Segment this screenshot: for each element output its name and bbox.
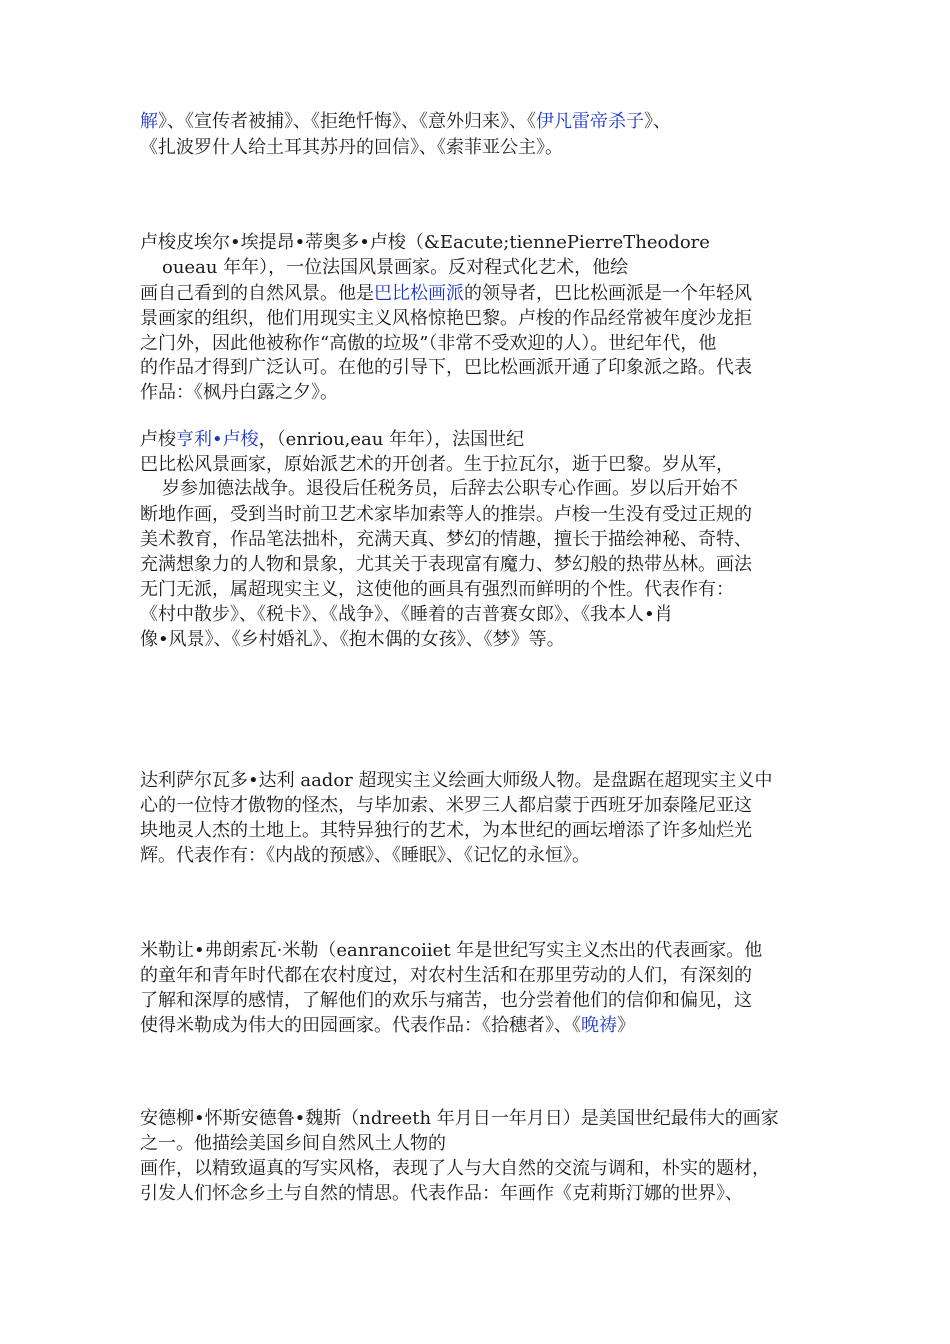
p3-line-4: 断地作画，受到当时前卫艺术家毕加索等人的推崇。卢梭一生没有受过正规的 (140, 504, 752, 525)
p2-line-2: oueau 年年），一位法国风景画家。反对程式化艺术，他绘 (162, 257, 629, 278)
text-segment: 画自己看到的自然风景。他是 (140, 283, 374, 304)
p3-line-7: 无门无派，属超现实主义，这使他的画具有强烈而鲜明的个性。代表作有： (140, 579, 734, 600)
p4-line-3: 块地灵人杰的土地上。其特异独行的艺术，为本世纪的画坛增添了许多灿烂光 (140, 820, 752, 841)
p6-line-3: 画作，以精致逼真的写实风格，表现了人与大自然的交流与调和，朴实的题材， (140, 1158, 770, 1179)
p3-line-8: 《村中散步》、《税卡》、《战争》、《睡着的吉普赛女郎》、《我本人•肖 (140, 604, 673, 625)
p3-line-3: 岁参加德法战争。退役后任税务员，后辞去公职专心作画。岁以后开始不 (162, 478, 738, 499)
p2-line-3 (140, 282, 752, 306)
p6-line-1: 安德柳•怀斯安德鲁•魏斯（ndreeth 年月日一年月日）是美国世纪最伟大的画家 (140, 1108, 779, 1129)
link-barbizon-school[interactable]: 巴比松画派 (374, 283, 464, 304)
p4-line-1: 达利萨尔瓦多•达利 aador 超现实主义绘画大师级人物。是盘踞在超现实主义中 (140, 770, 773, 791)
p5-line-2: 的童年和青年时代都在农村度过，对农村生活和在那里劳动的人们，有深刻的 (140, 965, 752, 986)
link-painting-title[interactable]: 解 (140, 111, 158, 132)
p1-line-2: 《扎波罗什人给土耳其苏丹的回信》、《索菲亚公主》。 (140, 137, 563, 158)
link-henri-rousseau[interactable]: 亨利•卢梭 (176, 429, 259, 450)
p2-line-7: 作品：《枫丹白露之夕》。 (140, 382, 338, 403)
p5-line-4 (140, 1014, 635, 1038)
p4-line-4: 辉。代表作有：《内战的预感》、《睡眠》、《记忆的永恒》。 (140, 845, 590, 866)
p3-line-1 (140, 428, 524, 452)
p3-line-5: 美术教育，作品笔法拙朴，充满天真、梦幻的情趣，擅长于描绘神秘、奇特、 (140, 529, 752, 550)
p6-line-4: 引发人们怀念乡土与自然的情思。代表作品：年画作《克莉斯汀娜的世界》、 (140, 1183, 743, 1204)
p3-line-2: 巴比松风景画家，原始派艺术的开创者。生于拉瓦尔，逝于巴黎。岁从军， (140, 454, 734, 475)
p5-line-1: 米勒让•弗朗索瓦·米勒（eanrancoiiet 年是世纪写实主义杰出的代表画家。他 (140, 940, 763, 961)
text-segment: ，（enriou,eau 年年），法国世纪 (258, 429, 525, 450)
text-segment: 卢梭 (140, 429, 176, 450)
text-segment: 的领导者，巴比松画派是一个年轻风 (464, 283, 752, 304)
link-the-angelus[interactable]: 晚祷 (581, 1015, 617, 1036)
text-segment: 》、《宣传者被捕》、《拒绝忏悔》、《意外归来》、《 (158, 111, 536, 132)
p1-line-1 (140, 110, 671, 134)
p6-line-2: 之一。他描绘美国乡间自然风土人物的 (140, 1133, 446, 1154)
p2-line-1: 卢梭皮埃尔•埃提昂•蒂奥多•卢梭（&Eacute;tiennePierreTheodore (140, 232, 710, 253)
p2-line-4: 景画家的组织，他们用现实主义风格惊艳巴黎。卢梭的作品经常被年度沙龙拒 (140, 308, 752, 329)
p2-line-6: 的作品才得到广泛认可。在他的引导下，巴比松画派开通了印象派之路。代表 (140, 357, 752, 378)
text-segment: 使得米勒成为伟大的田园画家。代表作品：《拾穗者》、《 (140, 1015, 581, 1036)
p3-line-9: 像•风景》、《乡村婚礼》、《抱木偶的女孩》、《梦》等。 (140, 629, 565, 650)
text-segment: 》、 (644, 111, 671, 132)
text-segment: 》 (617, 1015, 635, 1036)
link-ivan-the-terrible[interactable]: 伊凡雷帝杀子 (536, 111, 644, 132)
p3-line-6: 充满想象力的人物和景象，尤其关于表现富有魔力、梦幻般的热带丛林。画法 (140, 554, 752, 575)
p5-line-3: 了解和深厚的感情，了解他们的欢乐与痛苦，也分尝着他们的信仰和偏见，这 (140, 990, 752, 1011)
p4-line-2: 心的一位恃才傲物的怪杰，与毕加索、米罗三人都启蒙于西班牙加泰隆尼亚这 (140, 795, 752, 816)
p2-line-5: 之门外，因此他被称作“高傲的垃圾”（非常不受欢迎的人）。世纪年代，他 (140, 333, 717, 354)
